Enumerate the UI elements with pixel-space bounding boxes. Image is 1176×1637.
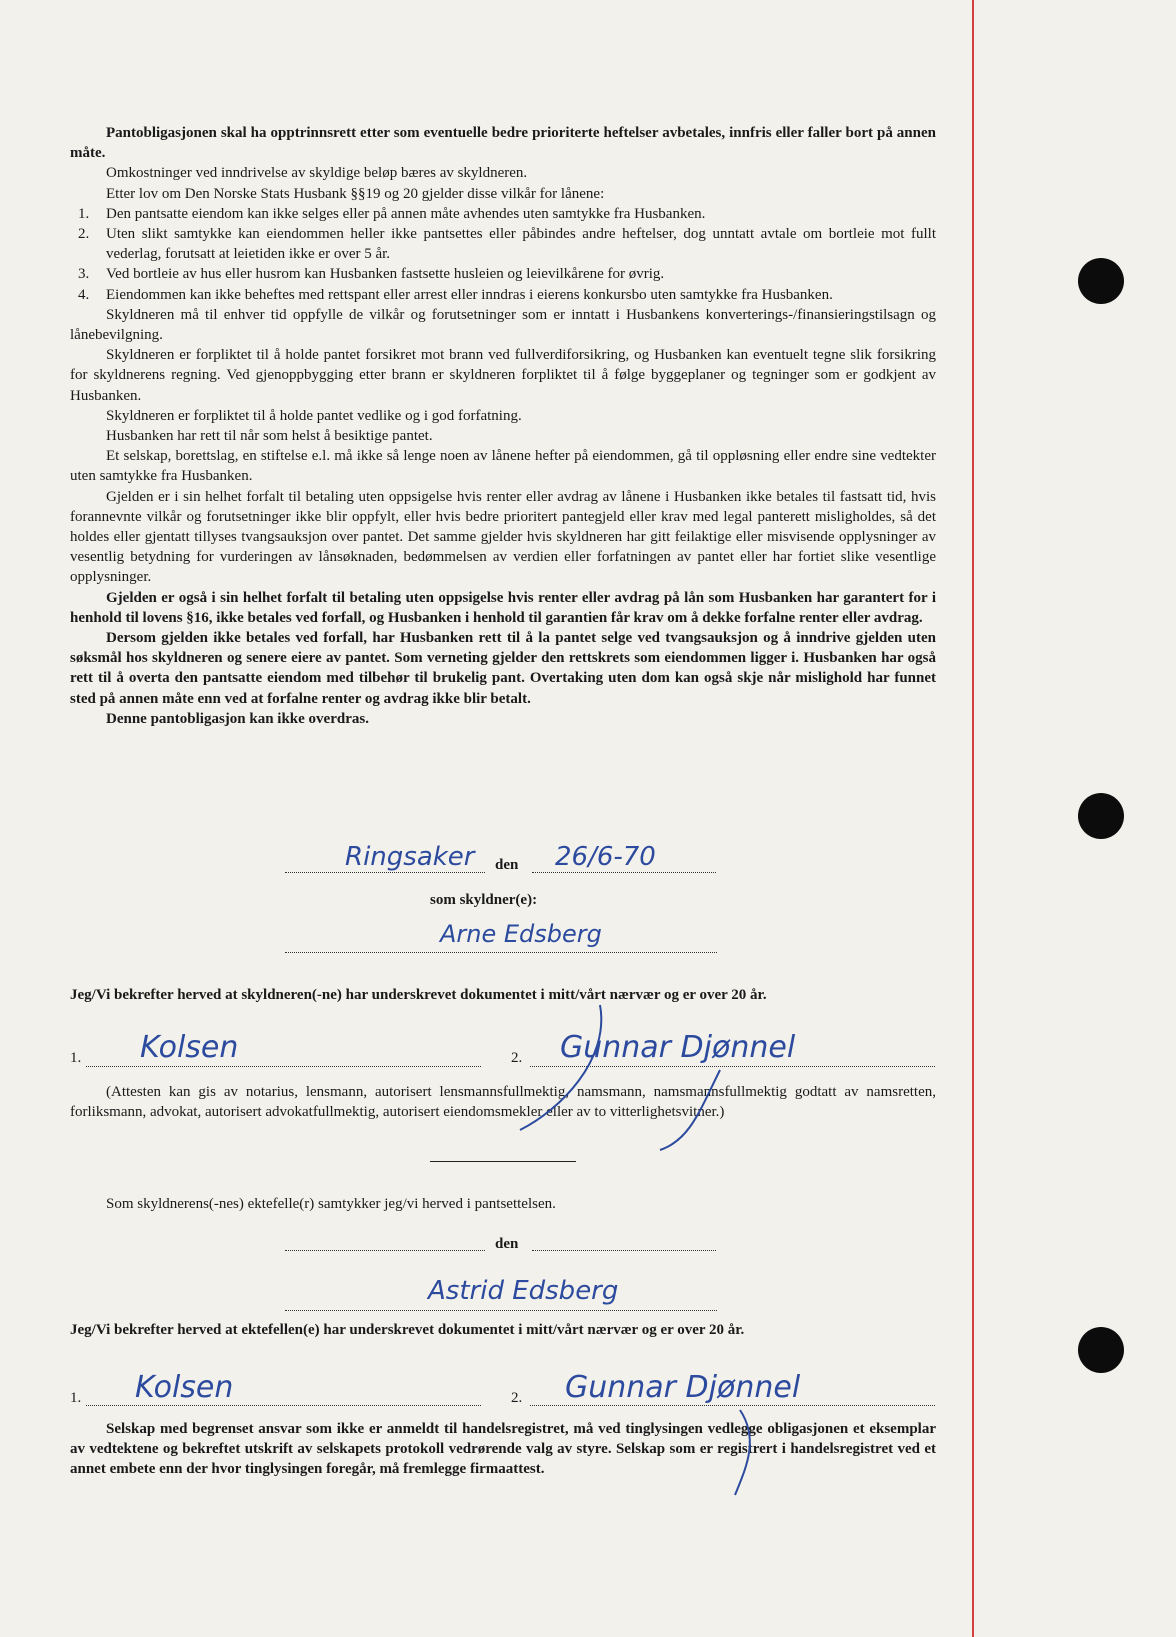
paragraph: Skyldneren er forpliktet til å holde pantet forsikret mot brann ved fullverdiforsikring, og Husbanken kan eventuelt tegne slik forsikring for skyldnerens regning. Ved gjenoppbygging etter brann er skyldneren forpliktet til å følge byggeplaner og tegninger som er godkjent av Husbanken.: [70, 347, 936, 404]
spouse-consent: Som skyldnerens(-nes) ektefelle(r) samtykker jeg/vi herved i pantsettelsen.: [106, 1196, 556, 1212]
den-label: den: [495, 1236, 519, 1252]
paragraph: Etter lov om Den Norske Stats Husbank §§19 og 20 gjelder disse vilkår for lånene:: [106, 185, 605, 202]
list-item: 3. Ved bortleie av hus eller husrom kan Husbanken fastsette husleien og leievilkårene for øvrig.: [78, 266, 665, 283]
paragraph: Gjelden er i sin helhet forfalt til betaling uten oppsigelse hvis renter eller avdrag av lånene i Husbanken ikke betales til fastsatt tid, hvis forannevnte vilkår og forutsetninger ikke blir oppfylt, eller hvis bedre prioritert pantegjeld eller krav med legal panterett misligholdes, så det holdes eller gjentatt tillyses tvangsauksjon over pantet. Det samme gjelder hvis skyldneren har gitt feilaktige eller misvisende opplysninger av vesentlig betydning for vurderingen av lånsøknaden, bedømmelsen av verdien eller forfatningen av pantet eller har fortiet slike vesentlige opplysninger.: [70, 488, 936, 586]
confirm-statement: Jeg/Vi bekrefter herved at skyldneren(-ne) har underskrevet dokumentet i mitt/vårt nærvær og er over 20 år.: [70, 987, 767, 1003]
debtor-label: som skyldner(e):: [430, 892, 538, 908]
paragraph: Dersom gjelden ikke betales ved forfall, har Husbanken rett til å la pantet selge ved tvangsauksjon og å inndrive gjelden uten søksmål hos skyldneren og senere eiere av pantet. Som verneting gjelder den rettskrets som eiendommen ligger i. Husbanken har også rett til å overta den pantsatte eiendom med tilbehør til brukelig pant. Overtaking uten dom kan også skje når mislighold har funnet sted på annen måte enn ved at forfalne renter og avdrag ikke blir betalt.: [70, 630, 936, 707]
witness-number: 2.: [511, 1050, 523, 1066]
witness-signature: Kolsen: [140, 1030, 239, 1065]
date-handwritten: 26/6-70: [555, 842, 656, 872]
witness-number: 1.: [70, 1050, 82, 1066]
paragraph: Pantobligasjonen skal ha opptrinnsrett etter som eventuelle bedre prioriterte heftelser avbetales, innfris eller faller bort på annen måte.: [70, 125, 936, 162]
spouse-signature: Astrid Edsberg: [428, 1276, 619, 1306]
witness-signature: Kolsen: [135, 1370, 234, 1405]
paragraph: Gjelden er også i sin helhet forfalt til betaling uten oppsigelse hvis renter eller avdrag på lån som Husbanken har garantert for i henhold til lovens §16, ikke betales ved forfall, og Husbanken i henhold til garantien får krav om å dekke forfalne renter eller avdrag.: [70, 589, 936, 626]
witness-signature: Gunnar Djønnel: [565, 1370, 801, 1405]
paragraph: Skyldneren må til enhver tid oppfylle de vilkår og forutsetninger som er inntatt i Husbankens konverterings-/finansieringstilsagn og lånebevilgning.: [70, 306, 936, 344]
den-label: den: [495, 857, 519, 873]
paragraph: Et selskap, borettslag, en stiftelse e.l. må ikke så lenge noen av lånene hefter på eiendommen, gå til oppløsning eller endre sine vedtekter uten samtykke fra Husbanken.: [70, 448, 936, 485]
list-item: 1. Den pantsatte eiendom kan ikke selges eller på annen måte avhendes uten samtykke fra Husbanken.: [78, 205, 706, 222]
witness-signature: Gunnar Djønnel: [560, 1030, 796, 1065]
witness-number: 1.: [70, 1390, 82, 1406]
attest-note: (Attesten kan gis av notarius, lensmann, autorisert lensmannsfullmektig, namsmann, namsmannsfullmektig godtatt av namsretten, forliksmann, advokat, autorisert advokatfullmektig, autorisert eiendomsmekler eller av to vitterlighetsvitner.): [70, 1084, 936, 1121]
debtor-signature: Arne Edsberg: [440, 920, 602, 948]
list-item: 4. Eiendommen kan ikke beheftes med rettspant eller arrest eller inndras i eierens konkursbo uten samtykke fra Husbanken.: [78, 286, 833, 303]
paragraph: Skyldneren er forpliktet til å holde pantet vedlike og i god forfatning.: [106, 407, 522, 424]
paragraph: Husbanken har rett til når som helst å besiktige pantet.: [106, 428, 433, 445]
witness-number: 2.: [511, 1390, 523, 1406]
confirm-statement: Jeg/Vi bekrefter herved at ektefellen(e) har underskrevet dokumentet i mitt/vårt nærvær og er over 20 år.: [70, 1322, 745, 1338]
place-handwritten: Ringsaker: [345, 842, 475, 872]
paragraph: Denne pantobligasjon kan ikke overdras.: [106, 710, 369, 727]
paragraph: Omkostninger ved inndrivelse av skyldige beløp bæres av skyldneren.: [106, 165, 528, 182]
footer-note: Selskap med begrenset ansvar som ikke er anmeldt til handelsregistret, må ved tinglysingen vedlegge obligasjonen et eksemplar av vedtektene og bekreftet utskrift av selskapets protokoll vedrørende valg av styre. Selskap som er registrert i handelsregistret ved et annet embete enn der hvor tinglysingen foregår, må fremlegge firmaattest.: [70, 1421, 936, 1478]
list-item: 2. Uten slikt samtykke kan eiendommen heller ikke pantsettes eller påbindes andre heftelser, dog unntatt avtale om bortleie mot fullt vederlag, forutsatt at leietiden ikke er over 5 år.: [78, 226, 936, 263]
